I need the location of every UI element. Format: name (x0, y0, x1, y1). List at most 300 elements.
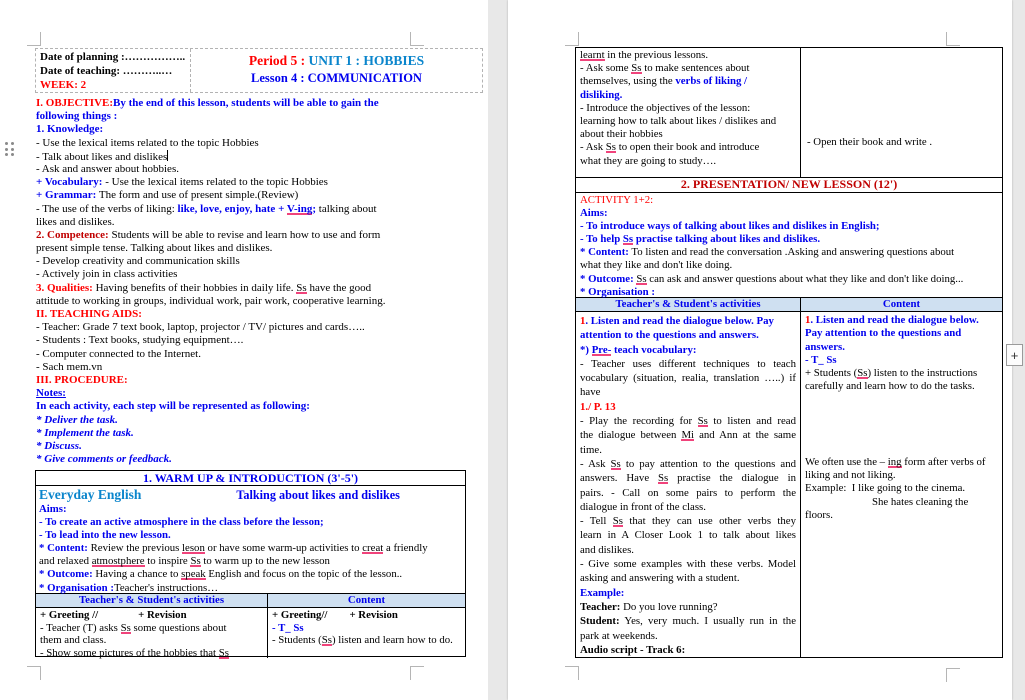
text-line (36, 440, 467, 453)
activities-header-cell[interactable]: Teacher's & Student's activities (36, 594, 268, 607)
text-line (36, 123, 467, 136)
text-segment: + Greeting // (40, 609, 99, 621)
text-line (39, 503, 462, 516)
text-segment: talking about (316, 202, 377, 215)
content-cell[interactable] (801, 312, 1002, 657)
text-segment: floors. (805, 508, 833, 521)
cont-activities-cell[interactable] (576, 48, 801, 177)
text-line (580, 259, 998, 272)
text-line (580, 600, 796, 614)
text-line (580, 457, 796, 471)
text-segment: Period 5 : (248, 53, 309, 68)
text-line (580, 128, 796, 141)
text-line (36, 414, 467, 427)
text-segment: learnt (580, 49, 605, 61)
text-segment: - Develop creativity and communication skills (36, 255, 240, 268)
text-line (36, 400, 467, 413)
text-segment: Ss (697, 415, 708, 428)
text-segment: - Ask (580, 141, 606, 154)
text-line (580, 643, 796, 657)
text-segment: * Organisation : (580, 285, 655, 298)
text-segment: Having a chance to (92, 568, 182, 581)
text-segment: leson (182, 542, 205, 555)
header-meta-table (35, 48, 483, 93)
text-segment: learning how to talk about likes / dislikes and (580, 114, 777, 127)
text-segment: carefully and learn how to do the tasks. (805, 380, 975, 393)
text-segment: or have some warm-up activities to (204, 542, 363, 555)
text-segment: Ss (857, 367, 868, 380)
text-line (36, 361, 467, 374)
text-line (39, 555, 462, 568)
text-segment: and Ann at the same (694, 429, 796, 442)
text-line (580, 155, 796, 168)
content-header-cell[interactable]: Content (882, 298, 921, 310)
text-line (580, 528, 796, 542)
text-segment: Ss (218, 646, 229, 659)
text-line (36, 295, 467, 308)
text-segment: - T_ Ss (272, 621, 304, 634)
text-segment: the dialogue between (580, 429, 682, 442)
add-button[interactable]: + (1006, 344, 1023, 366)
text-segment: - To help (580, 233, 623, 246)
text-line (36, 334, 467, 347)
text-line (36, 374, 467, 387)
text-segment: 1./ P. 13 (580, 400, 616, 413)
text-segment: speak (181, 568, 206, 581)
text-segment: practise the dialogue in (668, 472, 796, 485)
text-line (36, 471, 465, 485)
margin-corner-mark (27, 32, 41, 46)
text-segment: Talking about likes and dislikes (236, 488, 400, 502)
text-segment: + Revision (349, 609, 398, 621)
text-segment: dialogue in front of the class. (580, 500, 706, 513)
text-segment: ; (312, 202, 317, 215)
text-segment: The form and use of present simple.(Review) (96, 189, 299, 202)
text-segment: WEEK: 2 (40, 79, 87, 91)
text-segment: - To introduce ways of talking about likes and dislikes in English; (580, 220, 880, 233)
text-segment: - Ask some (580, 62, 632, 75)
text-segment: Ss (190, 555, 201, 568)
text-segment: Ss (610, 457, 621, 470)
text-segment: Aims: (580, 207, 608, 220)
text-segment: Yes, very much. I usually run in the (619, 615, 796, 628)
text-line (580, 514, 796, 528)
text-segment: We often use the – (805, 455, 888, 468)
text-segment: - Open their book and write . (807, 136, 933, 148)
margin-corner-mark (946, 668, 960, 682)
text-segment: III. PROCEDURE: (36, 373, 128, 386)
text-segment: Everyday English (39, 487, 142, 502)
text-segment: - Talk about likes and dislikes (36, 150, 168, 163)
text-line (580, 571, 796, 585)
text-segment: to pay attention to the questions and (620, 457, 796, 470)
text-line (805, 469, 999, 482)
text-line (580, 328, 796, 342)
text-line (580, 400, 796, 414)
text-segment: V-ing (286, 202, 313, 215)
text-segment: - Use the lexical items related to the topic Hobbies (36, 136, 259, 149)
text-segment: themselves, using the (580, 75, 676, 88)
text-segment: to make sentences about (641, 62, 750, 75)
text-segment: - Students ( (272, 634, 322, 646)
text-segment: English and focus on the topic of the lesson.. (205, 568, 403, 581)
text-line (36, 137, 467, 150)
text-segment: following things : (36, 110, 118, 123)
text-line (580, 314, 796, 328)
text-segment: attitude to working in groups, individual work, pair work, cooperative learning. (36, 294, 386, 307)
warmup-activities-cell[interactable] (36, 608, 268, 658)
text-line (191, 70, 482, 88)
teacher-activities-cell[interactable] (576, 312, 801, 657)
text-segment: Ss (636, 272, 647, 285)
text-line (36, 242, 467, 255)
text-segment: + Students ( (805, 367, 858, 380)
text-segment: practise talking about likes and dislikes. (633, 233, 821, 246)
text-segment: - The use of the verbs of liking: (36, 202, 178, 215)
text-segment: 1 (580, 315, 586, 327)
text-segment: have the good (306, 281, 372, 294)
text-line (36, 427, 467, 440)
text-line (580, 557, 796, 571)
margin-corner-mark (565, 666, 579, 680)
text-line (40, 622, 263, 635)
text-line (805, 456, 999, 469)
text-line (40, 647, 263, 660)
main-column-headers (575, 298, 1003, 312)
text-segment: Ss (657, 472, 669, 485)
text-line (39, 568, 462, 581)
text-segment: can ask and answer questions about what they like and don't like doing... (646, 272, 964, 285)
content-header-cell[interactable]: Content (347, 594, 386, 606)
text-segment: asking and answering with a student. (580, 572, 740, 585)
margin-corner-mark (410, 32, 424, 46)
text-segment: Notes: (36, 387, 66, 400)
text-segment: Ss (321, 634, 333, 646)
text-line (40, 50, 186, 64)
text-segment: to inspire (144, 555, 191, 568)
text-segment: - Play the recording for (580, 415, 698, 428)
text-line (36, 268, 467, 281)
text-segment: Ss (605, 141, 617, 154)
margin-corner-mark (565, 32, 579, 46)
text-segment: - Tell (580, 515, 613, 528)
text-line (580, 62, 796, 75)
text-segment: - Teacher (T) asks (40, 621, 121, 634)
text-segment: - Introduce the objectives of the lesson: (580, 101, 751, 114)
text-segment: * Content: (580, 246, 629, 259)
text-line (40, 78, 186, 92)
text-segment: time. (580, 443, 602, 456)
text-segment: what they like and don't like doing. (580, 259, 733, 272)
text-line (36, 308, 467, 321)
text-segment: likes and dislikes. (36, 215, 115, 228)
text-line (36, 203, 467, 216)
text-line (272, 634, 461, 647)
text-line (580, 233, 998, 246)
text-line (580, 286, 998, 299)
continuation-table (575, 47, 1003, 178)
text-segment: to listen and read (707, 415, 796, 428)
text-segment: a friendly (383, 542, 428, 555)
text-segment: to open their book and introduce (616, 141, 760, 154)
text-segment: + Vocabulary: (36, 176, 103, 189)
text-segment: Ss (631, 62, 642, 75)
text-segment: II. TEACHING AIDS: (36, 308, 142, 320)
text-line (272, 609, 461, 622)
text-line (580, 614, 796, 628)
text-segment: about their hobbies (580, 128, 663, 141)
text-segment: - Sach mem.vn (36, 360, 103, 373)
text-segment: have (580, 386, 601, 399)
text-line (40, 64, 186, 78)
text-line (580, 629, 796, 643)
text-segment: Students will be able to revise and learn how to use and form (108, 228, 381, 241)
cont-content-cell[interactable] (801, 48, 1002, 177)
text-segment: present simple tense. Talking about likes and dislikes. (36, 242, 273, 255)
text-line (580, 371, 796, 385)
text-line (805, 509, 999, 522)
text-line (40, 609, 263, 622)
text-segment: Aims: (39, 503, 67, 515)
objective-body[interactable] (36, 97, 467, 466)
text-segment: - Show some pictures of the hobbies that (40, 646, 219, 659)
text-line (580, 428, 796, 442)
text-segment: 2. Competence: (36, 228, 109, 241)
text-segment: Mi (681, 429, 695, 442)
text-segment: Teacher's instructions… (113, 581, 219, 594)
text-line (576, 178, 1002, 192)
text-segment: Ss (622, 233, 634, 246)
text-line (36, 321, 467, 334)
text-line (805, 496, 999, 509)
text-segment: - Use the lexical items related to the topic Hobbies (102, 176, 328, 189)
warmup-table (35, 470, 466, 657)
text-line (39, 542, 462, 555)
text-line (580, 273, 998, 286)
text-line (805, 380, 999, 393)
text-line (580, 220, 998, 233)
text-segment: park at weekends. (580, 629, 658, 642)
text-segment: like, love, enjoy, hate + (177, 202, 287, 215)
text-segment: - Give some examples with these verbs. Model (580, 558, 796, 571)
text-segment: ) listen to the instructions (867, 367, 978, 380)
text-segment: answers. (805, 340, 845, 353)
text-line (805, 354, 999, 367)
text-segment: UNIT 1 : HOBBIES (308, 53, 425, 68)
text-segment: * Implement the task. (36, 426, 134, 439)
text-line (191, 52, 482, 70)
margin-corner-mark (27, 666, 41, 680)
text-line (805, 367, 999, 380)
drag-handle-icon[interactable] (5, 142, 16, 158)
text-line (580, 343, 796, 357)
text-line (39, 487, 462, 503)
text-segment: - Ask and answer about hobbies. (36, 162, 179, 175)
text-line (580, 207, 998, 220)
text-segment: + Greeting// (272, 609, 328, 621)
text-segment: - T_ Ss (805, 353, 837, 366)
warmup-column-headers (36, 594, 465, 608)
text-segment: answers. Have (580, 472, 658, 485)
text-segment: Ss (296, 281, 307, 294)
text-segment: I. OBJECTIVE: (36, 97, 114, 109)
text-segment: and relaxed (39, 555, 92, 568)
text-segment: She hates cleaning the (872, 495, 969, 508)
text-line (580, 194, 998, 207)
text-segment: + Grammar: (36, 189, 97, 202)
text-segment: Ss (120, 621, 131, 634)
text-line (580, 246, 998, 259)
text-line (39, 582, 462, 595)
text-segment: ing (887, 455, 902, 468)
text-segment: In each activity, each step will be represented as following: (36, 400, 310, 413)
page-1 (0, 0, 488, 700)
text-segment: creat (362, 542, 384, 555)
text-segment: * Content: (39, 542, 88, 555)
text-line (580, 89, 796, 102)
text-line (36, 163, 467, 176)
text-line (580, 500, 796, 514)
text-segment: 2. PRESENTATION/ NEW LESSON (12') (680, 178, 898, 191)
text-line (805, 482, 999, 495)
text-segment: 3. Qualities: (36, 281, 93, 294)
text-segment: verbs of liking / (675, 75, 748, 88)
text-segment: * Discuss. (36, 439, 82, 452)
text-segment: - Actively join in class activities (36, 268, 178, 281)
text-segment: what they are going to study…. (580, 154, 717, 167)
text-segment: Date of planning :…………….. (40, 51, 186, 63)
text-segment: Date of teaching: ………..… (40, 65, 173, 77)
margin-corner-mark (946, 32, 960, 46)
text-line (39, 529, 462, 542)
text-line (807, 136, 998, 149)
text-segment: teach vocabulary: (611, 343, 697, 356)
text-cursor (167, 150, 168, 161)
margin-corner-mark (410, 666, 424, 680)
text-line (36, 150, 467, 163)
text-line (39, 516, 462, 529)
text-segment: 1. WARM UP & INTRODUCTION (3'-5') (142, 471, 359, 485)
text-line (40, 634, 263, 647)
text-segment: Example: I like going to the cinema. (805, 482, 966, 495)
text-segment: and dislikes. (580, 543, 634, 556)
text-segment: form after verbs of (901, 455, 986, 468)
text-segment: Ss (612, 515, 624, 528)
text-line (580, 414, 796, 428)
text-line (580, 486, 796, 500)
text-line (36, 453, 467, 466)
text-line (805, 327, 999, 340)
text-line (805, 341, 999, 354)
text-segment: that they can use other verbs they (623, 515, 796, 528)
text-line (36, 110, 467, 123)
text-line (580, 471, 796, 485)
warmup-content-cell[interactable] (268, 608, 465, 658)
presentation-header-row[interactable] (575, 178, 1003, 193)
text-line (805, 314, 999, 327)
text-segment: - Teacher uses different techniques to teach (580, 357, 796, 370)
text-segment: - Computer connected to the Internet. (36, 347, 201, 360)
warmup-content-row (36, 608, 465, 658)
text-line (580, 443, 796, 457)
text-segment: *) (580, 343, 592, 356)
activities-header-cell[interactable]: Teacher's & Student's activities (576, 298, 801, 311)
text-segment: . Listen and read the dialogue below. Pay (585, 315, 774, 327)
text-segment: some questions about (130, 621, 227, 634)
text-segment: vocabulary (situation, realia, translation …..) if (580, 372, 796, 385)
text-line (36, 282, 467, 295)
text-segment: Do you love running? (620, 600, 718, 613)
text-segment: To listen and read the conversation .Asking and answering questions about (628, 246, 955, 259)
text-line (580, 102, 796, 115)
text-segment: Lesson 4 : COMMUNICATION (251, 70, 422, 85)
text-line (272, 622, 461, 635)
text-segment: attention to the questions and answers. (580, 329, 759, 342)
text-segment: + Revision (138, 609, 187, 621)
text-line (36, 176, 467, 189)
text-segment: in the previous lessons. (604, 49, 709, 61)
content-top-block (805, 314, 999, 394)
text-segment: * Outcome: (39, 568, 93, 581)
text-segment: Having benefits of their hobbies in daily life. (92, 281, 297, 294)
text-segment: * Deliver the task. (36, 413, 118, 426)
content-bottom-block (805, 456, 999, 522)
text-segment: ) listen and learn how to do. (332, 634, 453, 646)
text-segment: Student: (580, 615, 620, 628)
text-segment: . Listen and read the dialogue below. (810, 314, 979, 326)
text-segment: Example: (580, 586, 625, 599)
text-line (36, 255, 467, 268)
text-line (580, 357, 796, 371)
date-planning-cell[interactable] (36, 49, 191, 92)
text-segment: * Organisation : (39, 581, 114, 594)
main-table (575, 312, 1003, 658)
text-segment: 1. Knowledge: (36, 123, 104, 136)
text-line (580, 385, 796, 399)
text-segment: learn in A Closer Look 1 to talk about likes (580, 529, 796, 542)
text-segment: ACTIVITY 1+2: (580, 194, 654, 206)
lesson-title-cell[interactable] (191, 49, 482, 92)
text-line (580, 49, 796, 62)
text-segment: * Outcome: (580, 272, 634, 285)
text-segment: atmostphere (91, 555, 145, 568)
text-segment: - To lead into the new lesson. (39, 529, 171, 542)
activity-aims-box[interactable] (575, 193, 1003, 298)
text-segment: 1 (805, 314, 811, 326)
text-line (580, 586, 796, 600)
text-line (580, 75, 796, 88)
text-segment: - To create an active atmosphere in the class before the lesson; (39, 516, 324, 529)
text-segment: Teacher: (580, 600, 621, 613)
text-line (36, 97, 467, 110)
text-line (580, 141, 796, 154)
content-spacer (805, 394, 999, 456)
warmup-title-row[interactable] (36, 471, 465, 486)
text-segment: disliking. (580, 88, 623, 101)
text-segment: Pay attention to the questions and (805, 327, 962, 340)
text-line (36, 348, 467, 361)
text-segment: Pre- (591, 343, 612, 356)
text-line (36, 189, 467, 202)
text-segment: - Students : Text books, studying equipment…. (36, 334, 244, 347)
text-segment: - Ask (580, 457, 611, 470)
text-line (36, 229, 467, 242)
text-segment: By the end of this lesson, students will be able to gain the (113, 97, 379, 109)
warmup-info-cell[interactable] (36, 486, 465, 594)
text-segment: liking and not liking. (805, 469, 896, 482)
text-line (36, 387, 467, 400)
text-segment: Audio script - Track 6: (580, 643, 686, 656)
